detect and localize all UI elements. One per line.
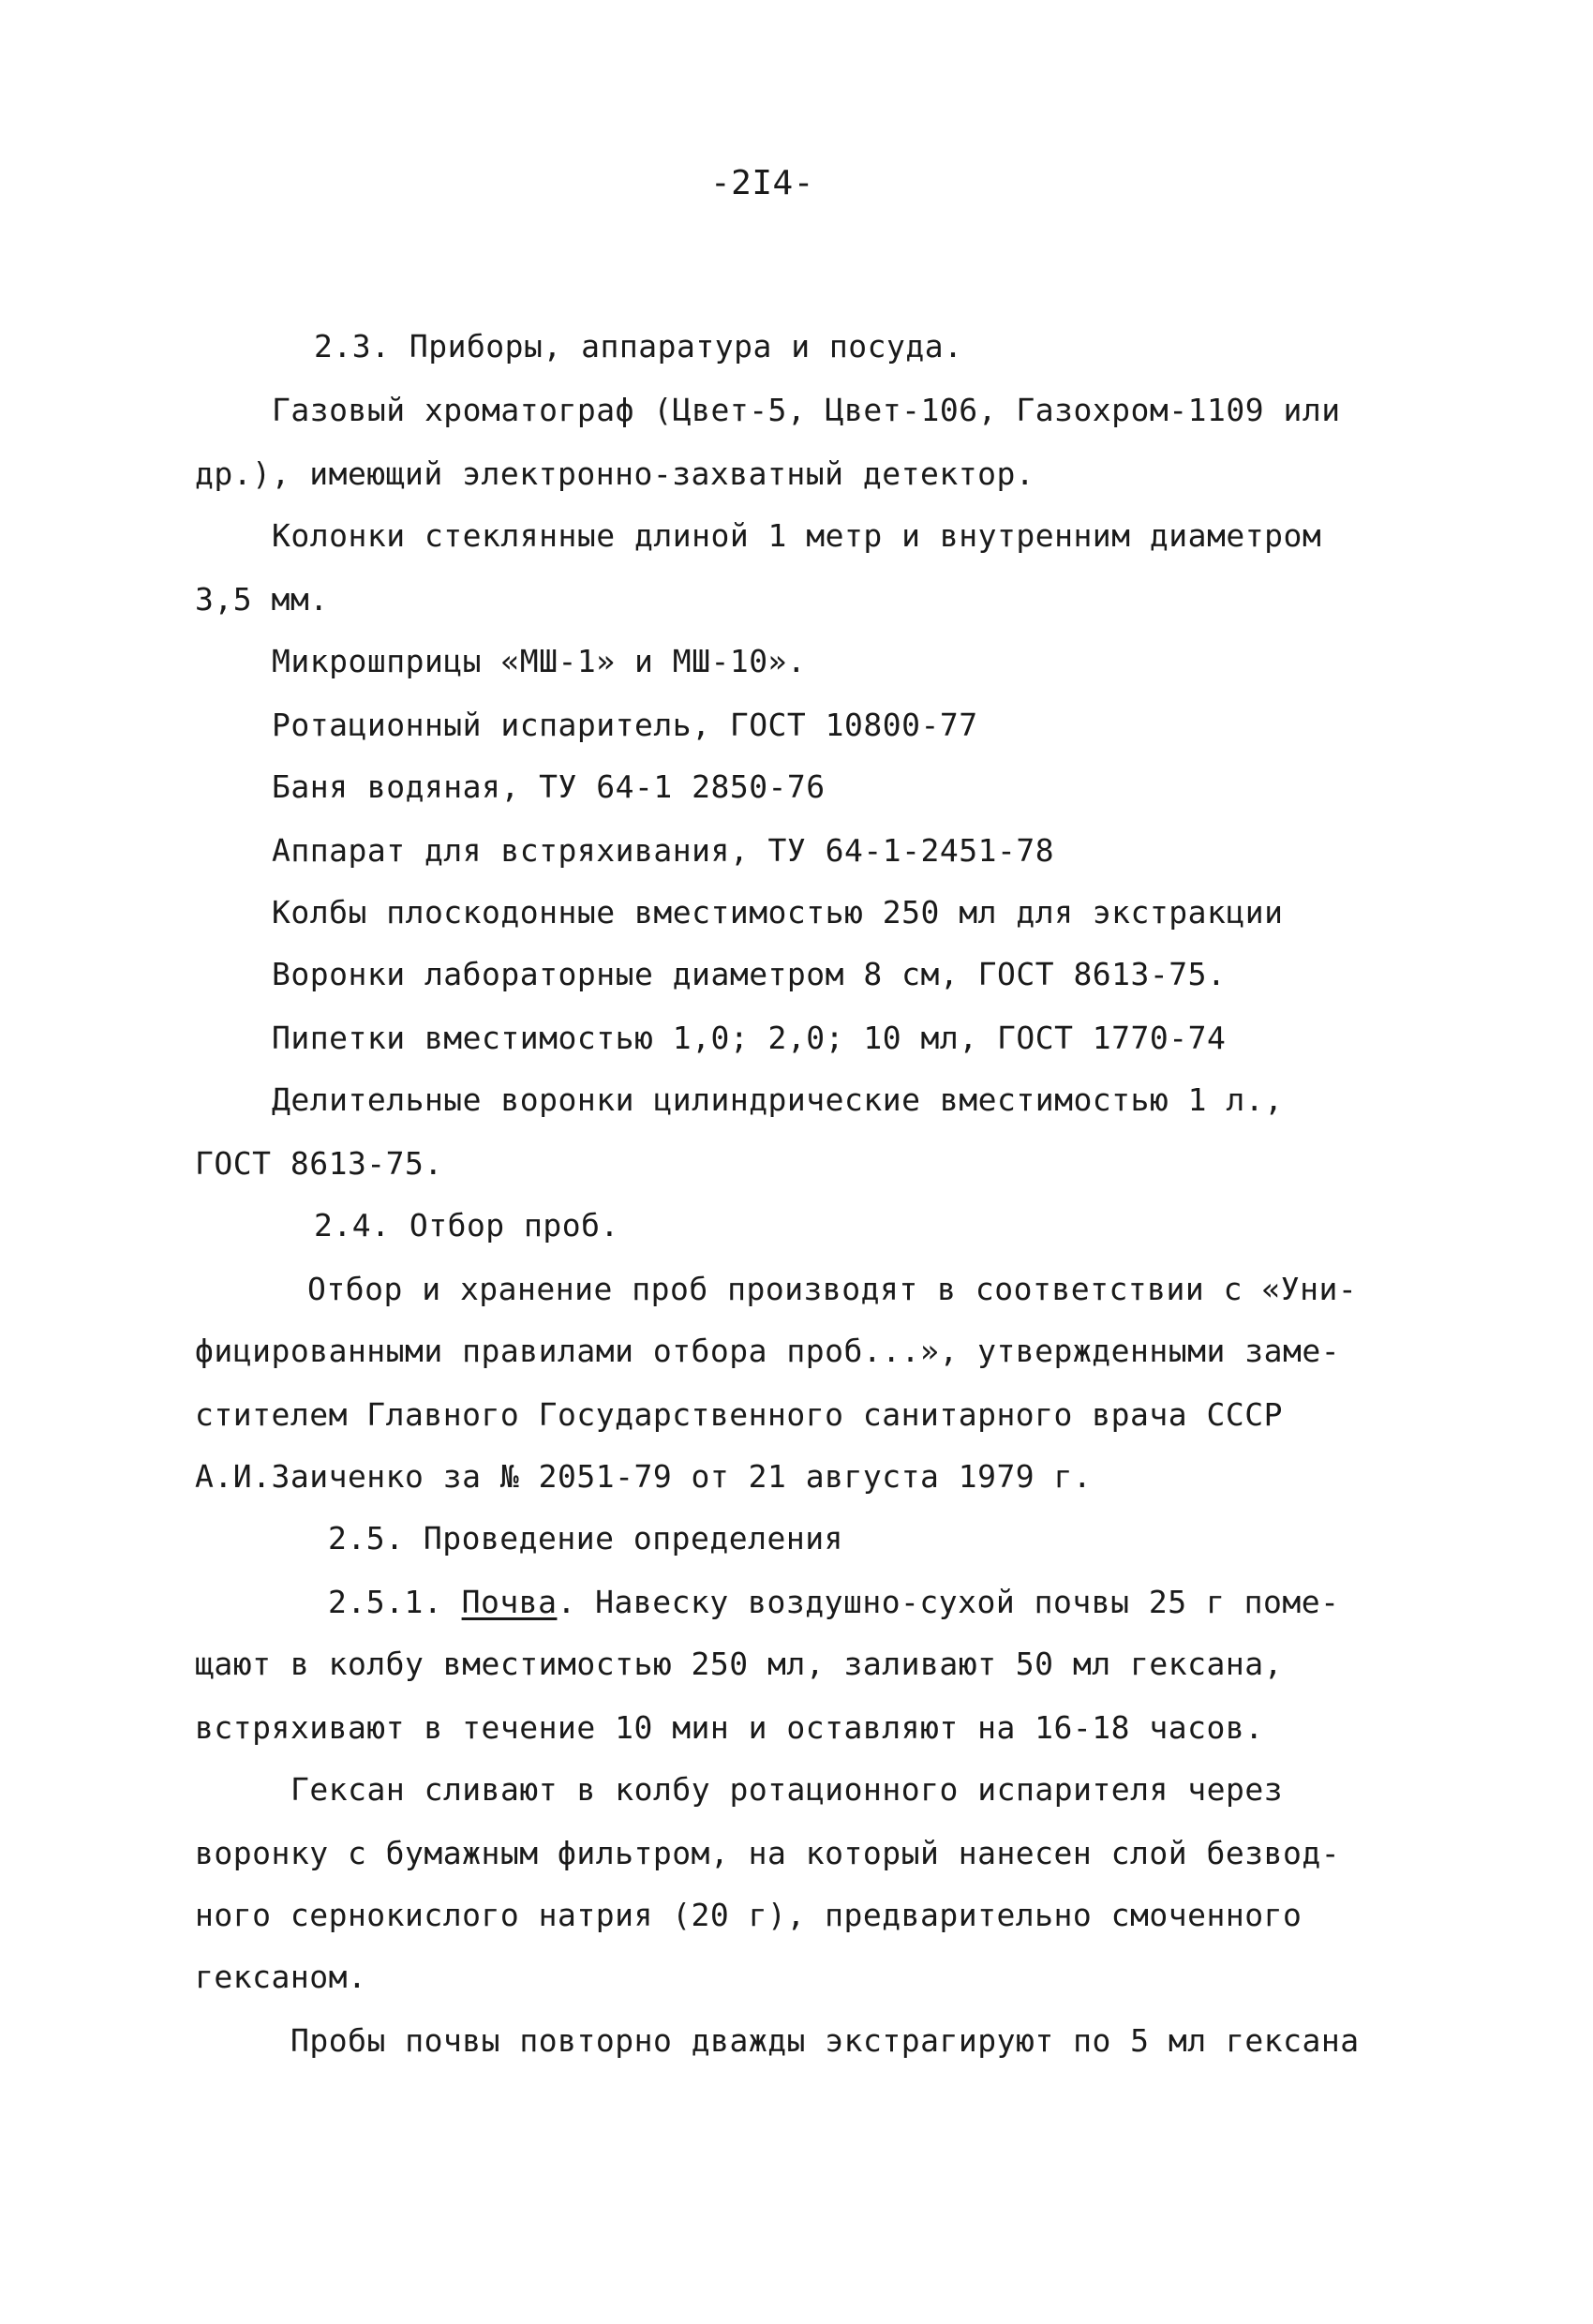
text-line: Воронки лабораторные диаметром 8 см, ГОСТ 8613-75.	[272, 956, 1227, 992]
text-line: Отбор и хранение проб производят в соответствии с «Уни-	[307, 1271, 1358, 1307]
text-line: воронку с бумажным фильтром, на который нанесен слой безвод-	[195, 1835, 1341, 1871]
text-line: др.), имеющий электронно-захватный детектор.	[195, 455, 1035, 492]
text-line: 3,5 мм.	[195, 581, 329, 618]
text-line: ного сернокислого натрия (20 г), предварительно смоченного	[195, 1897, 1303, 1933]
section-heading-2-5: 2.5. Проведение определения	[328, 1520, 843, 1557]
text-line: Баня водяная, ТУ 64-1 2850-76	[272, 768, 826, 805]
text-line: Ротационный испаритель, ГОСТ 10800-77	[272, 707, 978, 743]
text-line: Газовый хроматограф (Цвет-5, Цвет-106, Газохром-1109 или	[272, 392, 1341, 428]
subsection-line-2-5-1	[328, 1584, 1340, 1621]
text-line: гексаном.	[195, 1959, 367, 1995]
subsection-text: . Навеску воздушно-сухой почвы 25 г поме-	[557, 1584, 1340, 1620]
text-line: стителем Главного Государственного санитарного врача СССР	[195, 1396, 1283, 1433]
subsection-title: Почва	[461, 1584, 558, 1620]
text-line: Аппарат для встряхивания, ТУ 64-1-2451-78	[272, 832, 1055, 869]
text-line: щают в колбу вместимостью 250 мл, заливают 50 мл гексана,	[195, 1646, 1283, 1682]
subsection-number: 2.5.1.	[328, 1584, 443, 1620]
text-line: встряхивают в течение 10 мин и оставляют на 16-18 часов.	[195, 1709, 1264, 1746]
page-number: -2I4-	[710, 164, 814, 202]
section-heading-2-4: 2.4. Отбор проб.	[314, 1207, 619, 1244]
text-line: Пипетки вместимостью 1,0; 2,0; 10 мл, ГОСТ 1770-74	[272, 1020, 1227, 1056]
text-line: Делительные воронки цилиндрические вместимостью 1 л.,	[272, 1081, 1284, 1118]
text-line: А.И.Заиченко за № 2051-79 от 21 августа 1979 г.	[195, 1458, 1093, 1495]
text-line: фицированными правилами отбора проб...», утвержденными заме-	[195, 1333, 1341, 1369]
text-line: ГОСТ 8613-75.	[195, 1145, 443, 1182]
text-line: Микрошприцы «МШ-1» и МШ-10».	[272, 643, 807, 679]
text-line: Гексан сливают в колбу ротационного испарителя через	[290, 1771, 1284, 1808]
text-line: Пробы почвы повторно дважды экстрагируют по 5 мл гексана	[290, 2022, 1360, 2059]
section-heading-2-3: 2.3. Приборы, аппаратура и посуда.	[314, 328, 963, 365]
text-line: Колбы плоскодонные вместимостью 250 мл для экстракции	[272, 894, 1284, 931]
text-line: Колонки стеклянные длиной 1 метр и внутренним диаметром	[272, 517, 1322, 554]
